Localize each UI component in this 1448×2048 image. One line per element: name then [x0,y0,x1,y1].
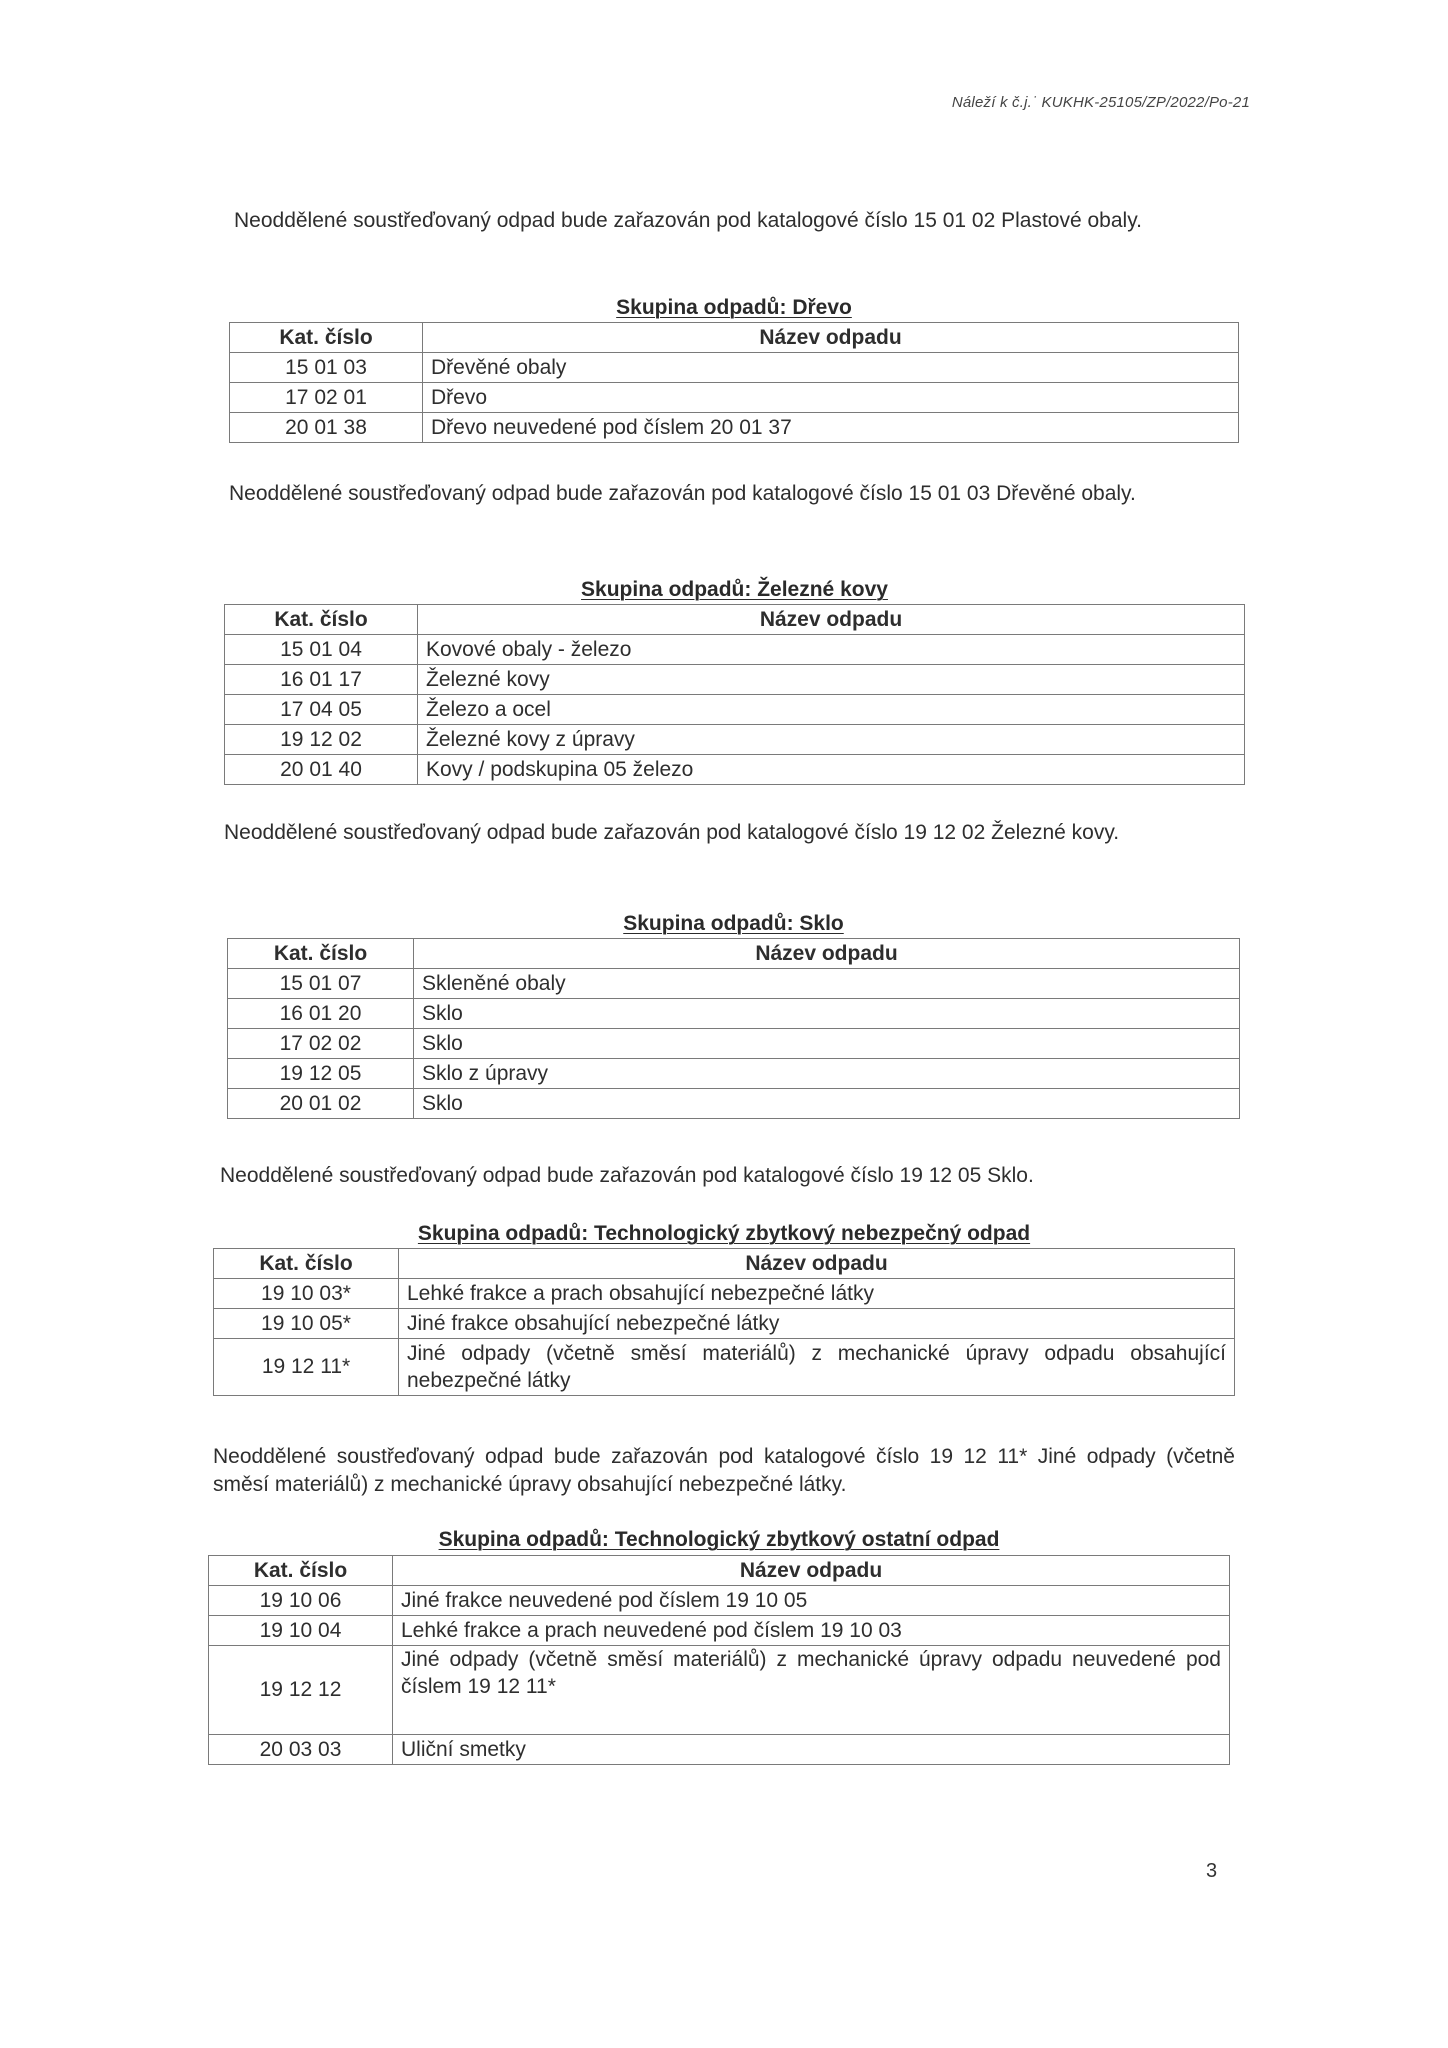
document-reference-header: Náleží k č.j.˙ KUKHK-25105/ZP/2022/Po-21 [951,94,1250,111]
waste-code: 19 10 03* [214,1279,399,1309]
waste-code: 17 02 02 [228,1029,414,1059]
table-title-hazardous: Skupina odpadů: Technologický zbytkový nebezpečný odpad [417,1222,1031,1245]
table-row [228,1089,1240,1119]
table-header-row [230,323,1239,353]
table-row [214,1339,1235,1396]
waste-code: 19 12 05 [228,1059,414,1089]
waste-table-iron [224,604,1245,785]
waste-code: 15 01 04 [225,635,418,665]
table-row [225,695,1245,725]
table-row [228,969,1240,999]
waste-code: 16 01 17 [225,665,418,695]
table-row [209,1735,1230,1765]
column-header-code: Kat. číslo [230,323,423,353]
table-header-row [228,939,1240,969]
waste-name: Uliční smetky [393,1735,1230,1765]
table-header-row [214,1249,1235,1279]
table-row [214,1279,1235,1309]
paragraph-wood-note: Neoddělené soustřeďovaný odpad bude zařazován pod katalogové číslo 15 01 03 Dřevěné obaly. [229,482,1136,505]
waste-name: Jiné frakce obsahující nebezpečné látky [399,1309,1235,1339]
waste-name: Sklo [414,999,1240,1029]
waste-code: 19 12 12 [209,1646,393,1735]
table-header-row [225,605,1245,635]
table-header-row [209,1556,1230,1586]
waste-name: Jiné frakce neuvedené pod číslem 19 10 05 [393,1586,1230,1616]
column-header-name: Název odpadu [414,939,1240,969]
waste-code: 20 01 40 [225,755,418,785]
waste-code: 20 01 02 [228,1089,414,1119]
waste-table-other [208,1555,1230,1765]
waste-table-wood [229,322,1239,443]
table-row [230,413,1239,443]
column-header-name: Název odpadu [418,605,1245,635]
waste-code: 20 03 03 [209,1735,393,1765]
column-header-name: Název odpadu [399,1249,1235,1279]
waste-code: 19 10 04 [209,1616,393,1646]
table-row [228,999,1240,1029]
column-header-name: Název odpadu [423,323,1239,353]
waste-code: 17 02 01 [230,383,423,413]
table-title-other: Skupina odpadů: Technologický zbytkový ostatní odpad [438,1528,1000,1551]
waste-name: Skleněné obaly [414,969,1240,999]
page-number: 3 [1206,1860,1218,1882]
waste-code: 15 01 07 [228,969,414,999]
waste-name: Lehké frakce a prach neuvedené pod číslem 19 10 03 [393,1616,1230,1646]
waste-name: Sklo z úpravy [414,1059,1240,1089]
table-title-glass: Skupina odpadů: Sklo [623,912,844,935]
waste-name: Dřevo neuvedené pod číslem 20 01 37 [423,413,1239,443]
waste-name: Lehké frakce a prach obsahující nebezpečné látky [399,1279,1235,1309]
column-header-code: Kat. číslo [209,1556,393,1586]
table-row [225,635,1245,665]
waste-code: 19 12 02 [225,725,418,755]
paragraph-iron-note: Neoddělené soustřeďovaný odpad bude zařazován pod katalogové číslo 19 12 02 Železné kovy. [224,821,1120,844]
waste-code: 19 12 11* [214,1339,399,1396]
paragraph-glass-note: Neoddělené soustřeďovaný odpad bude zařazován pod katalogové číslo 19 12 05 Sklo. [220,1164,1034,1187]
waste-table-glass [227,938,1240,1119]
waste-name: Železné kovy z úpravy [418,725,1245,755]
waste-name: Jiné odpady (včetně směsí materiálů) z mechanické úpravy odpadu neuvedené pod číslem 19 12 11* [393,1646,1230,1735]
waste-code: 17 04 05 [225,695,418,725]
waste-name: Dřevo [423,383,1239,413]
waste-name: Železné kovy [418,665,1245,695]
table-row [209,1586,1230,1616]
waste-table-hazardous [213,1248,1235,1396]
waste-code: 19 10 06 [209,1586,393,1616]
table-row [225,665,1245,695]
waste-name: Kovové obaly - železo [418,635,1245,665]
column-header-code: Kat. číslo [214,1249,399,1279]
waste-name: Sklo [414,1089,1240,1119]
waste-name: Železo a ocel [418,695,1245,725]
table-row [228,1029,1240,1059]
paragraph-plastic-note: Neoddělené soustřeďovaný odpad bude zařazován pod katalogové číslo 15 01 02 Plastové obaly. [234,209,1142,232]
table-row [214,1309,1235,1339]
table-row [225,725,1245,755]
waste-name: Kovy / podskupina 05 železo [418,755,1245,785]
column-header-code: Kat. číslo [228,939,414,969]
waste-name: Jiné odpady (včetně směsí materiálů) z mechanické úpravy odpadu obsahující nebezpečné látky [399,1339,1235,1396]
table-row [230,383,1239,413]
table-row [228,1059,1240,1089]
waste-name: Sklo [414,1029,1240,1059]
waste-code: 20 01 38 [230,413,423,443]
waste-code: 19 10 05* [214,1309,399,1339]
table-row [209,1646,1230,1735]
table-title-iron: Skupina odpadů: Železné kovy [581,578,888,601]
table-row [225,755,1245,785]
table-row [209,1616,1230,1646]
paragraph-hazardous-note: Neoddělené soustřeďovaný odpad bude zařazován pod katalogové číslo 19 12 11* Jiné odpady (včetně směsí materiálů) z mechanické úpravy obsahující nebezpečné látky. [213,1445,1235,1496]
waste-code: 15 01 03 [230,353,423,383]
table-row [230,353,1239,383]
column-header-code: Kat. číslo [225,605,418,635]
waste-name: Dřevěné obaly [423,353,1239,383]
waste-code: 16 01 20 [228,999,414,1029]
column-header-name: Název odpadu [393,1556,1230,1586]
table-title-wood: Skupina odpadů: Dřevo [616,296,852,319]
